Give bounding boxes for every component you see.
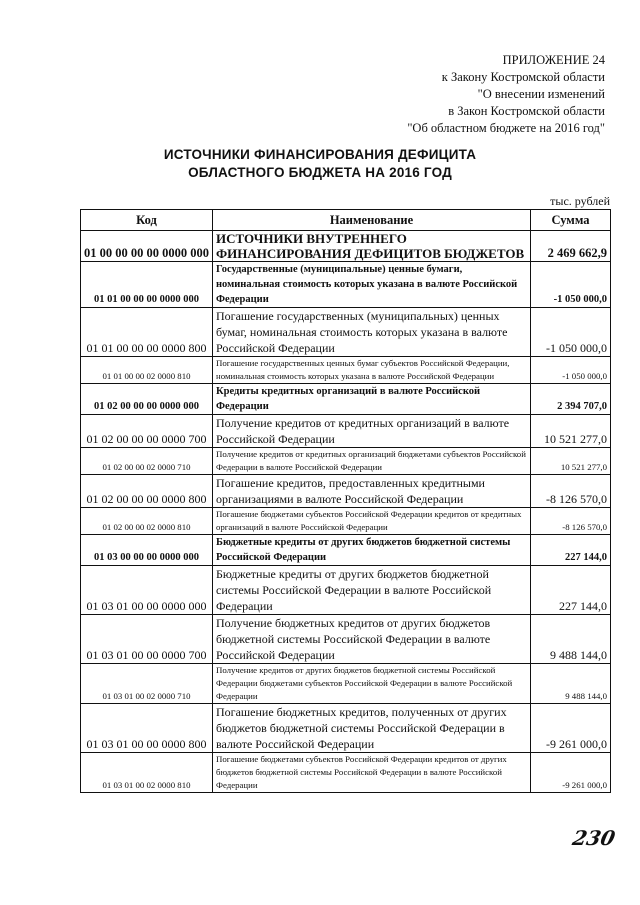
table-row <box>81 262 611 308</box>
annex-line-5: "Об областном бюджете на 2016 год" <box>407 121 605 135</box>
header-name: Наименование <box>213 210 531 231</box>
sum-cell: 10 521 277,0 <box>531 415 611 448</box>
sum-cell: 2 394 707,0 <box>531 384 611 415</box>
name-cell: Погашение кредитов, предоставленных кредитными организациями в валюте Российской Федерации <box>213 475 531 508</box>
code-cell: 01 02 00 00 02 0000 710 <box>81 448 213 475</box>
header-sum: Сумма <box>531 210 611 231</box>
annex-header <box>345 52 605 137</box>
table-row <box>81 415 611 448</box>
sum-cell: -9 261 000,0 <box>531 753 611 793</box>
name-cell: Погашение государственных (муниципальных) ценных бумаг, номинальная стоимость которых указана в валюте Российской Федерации <box>213 308 531 357</box>
code-cell: 01 01 00 00 00 0000 000 <box>81 262 213 308</box>
sum-cell: -1 050 000,0 <box>531 308 611 357</box>
annex-line-2: к Закону Костромской области <box>441 70 605 84</box>
sum-cell: -9 261 000,0 <box>531 704 611 753</box>
annex-line-4: в Закон Костромской области <box>448 104 605 118</box>
annex-line-1: ПРИЛОЖЕНИЕ 24 <box>502 53 605 67</box>
code-cell: 01 03 01 00 02 0000 710 <box>81 664 213 704</box>
name-cell: Погашение бюджетных кредитов, полученных от других бюджетов бюджетной системы Российской Федерации в валюте Российской Федерации <box>213 704 531 753</box>
table-row <box>81 357 611 384</box>
name-cell: Получение кредитов от кредитных организаций в валюте Российской Федерации <box>213 415 531 448</box>
name-cell: Погашение бюджетами субъектов Российской Федерации кредитов от других бюджетов бюджетной системы Российской Федерации в валюте Российской Федерации <box>213 753 531 793</box>
code-cell: 01 01 00 00 02 0000 810 <box>81 357 213 384</box>
code-cell: 01 03 01 00 00 0000 000 <box>81 566 213 615</box>
table-row <box>81 448 611 475</box>
name-cell: Получение кредитов от других бюджетов бюджетной системы Российской Федерации бюджетами субъектов Российской Федерации в валюте Российской Федерации <box>213 664 531 704</box>
table-row <box>81 231 611 262</box>
name-cell: Бюджетные кредиты от других бюджетов бюджетной системы Российской Федерации в валюте Российской Федерации <box>213 566 531 615</box>
sum-cell: -8 126 570,0 <box>531 508 611 535</box>
code-cell: 01 02 00 00 00 0000 700 <box>81 415 213 448</box>
sum-cell: 227 144,0 <box>531 566 611 615</box>
sum-cell: 10 521 277,0 <box>531 448 611 475</box>
annex-line-3: "О внесении изменений <box>477 87 605 101</box>
header-code: Код <box>81 210 213 231</box>
code-cell: 01 02 00 00 00 0000 000 <box>81 384 213 415</box>
table-header-row <box>81 210 611 231</box>
sum-cell: 9 488 144,0 <box>531 615 611 664</box>
sum-cell: 227 144,0 <box>531 535 611 566</box>
table-row <box>81 475 611 508</box>
name-cell: Получение кредитов от кредитных организаций бюджетами субъектов Российской Федерации в валюте Российской Федерации <box>213 448 531 475</box>
table-row <box>81 384 611 415</box>
code-cell: 01 03 01 00 00 0000 800 <box>81 704 213 753</box>
code-cell: 01 01 00 00 00 0000 800 <box>81 308 213 357</box>
table-row <box>81 753 611 793</box>
table-row <box>81 566 611 615</box>
page-number: 230 <box>570 826 618 850</box>
financing-table <box>80 209 611 793</box>
sum-cell: 2 469 662,9 <box>531 231 611 262</box>
unit-label: тыс. рублей <box>550 194 610 208</box>
table-row <box>81 615 611 664</box>
code-cell: 01 02 00 00 02 0000 810 <box>81 508 213 535</box>
title-line-2: ОБЛАСТНОГО БЮДЖЕТА НА 2016 ГОД <box>188 165 452 180</box>
table-row <box>81 508 611 535</box>
name-cell: ИСТОЧНИКИ ВНУТРЕННЕГО ФИНАНСИРОВАНИЯ ДЕФИЦИТОВ БЮДЖЕТОВ <box>213 231 531 262</box>
name-cell: Государственные (муниципальные) ценные бумаги, номинальная стоимость которых указана в валюте Российской Федерации <box>213 262 531 308</box>
document-title <box>0 146 640 182</box>
name-cell: Погашение государственных ценных бумаг субъектов Российской Федерации, номинальная стоимость которых указана в валюте Российской Федерации <box>213 357 531 384</box>
code-cell: 01 02 00 00 00 0000 800 <box>81 475 213 508</box>
code-cell: 01 00 00 00 00 0000 000 <box>81 231 213 262</box>
code-cell: 01 03 00 00 00 0000 000 <box>81 535 213 566</box>
name-cell: Бюджетные кредиты от других бюджетов бюджетной системы Российской Федерации <box>213 535 531 566</box>
name-cell: Кредиты кредитных организаций в валюте Российской Федерации <box>213 384 531 415</box>
table-row <box>81 704 611 753</box>
name-cell: Погашение бюджетами субъектов Российской Федерации кредитов от кредитных организаций в валюте Российской Федерации <box>213 508 531 535</box>
sum-cell: 9 488 144,0 <box>531 664 611 704</box>
code-cell: 01 03 01 00 02 0000 810 <box>81 753 213 793</box>
table-row <box>81 535 611 566</box>
sum-cell: -1 050 000,0 <box>531 262 611 308</box>
table-body <box>81 231 611 793</box>
table-row <box>81 664 611 704</box>
sum-cell: -1 050 000,0 <box>531 357 611 384</box>
sum-cell: -8 126 570,0 <box>531 475 611 508</box>
name-cell: Получение бюджетных кредитов от других бюджетов бюджетной системы Российской Федерации в валюте Российской Федерации <box>213 615 531 664</box>
title-line-1: ИСТОЧНИКИ ФИНАНСИРОВАНИЯ ДЕФИЦИТА <box>163 147 477 162</box>
table-row <box>81 308 611 357</box>
code-cell: 01 03 01 00 00 0000 700 <box>81 615 213 664</box>
